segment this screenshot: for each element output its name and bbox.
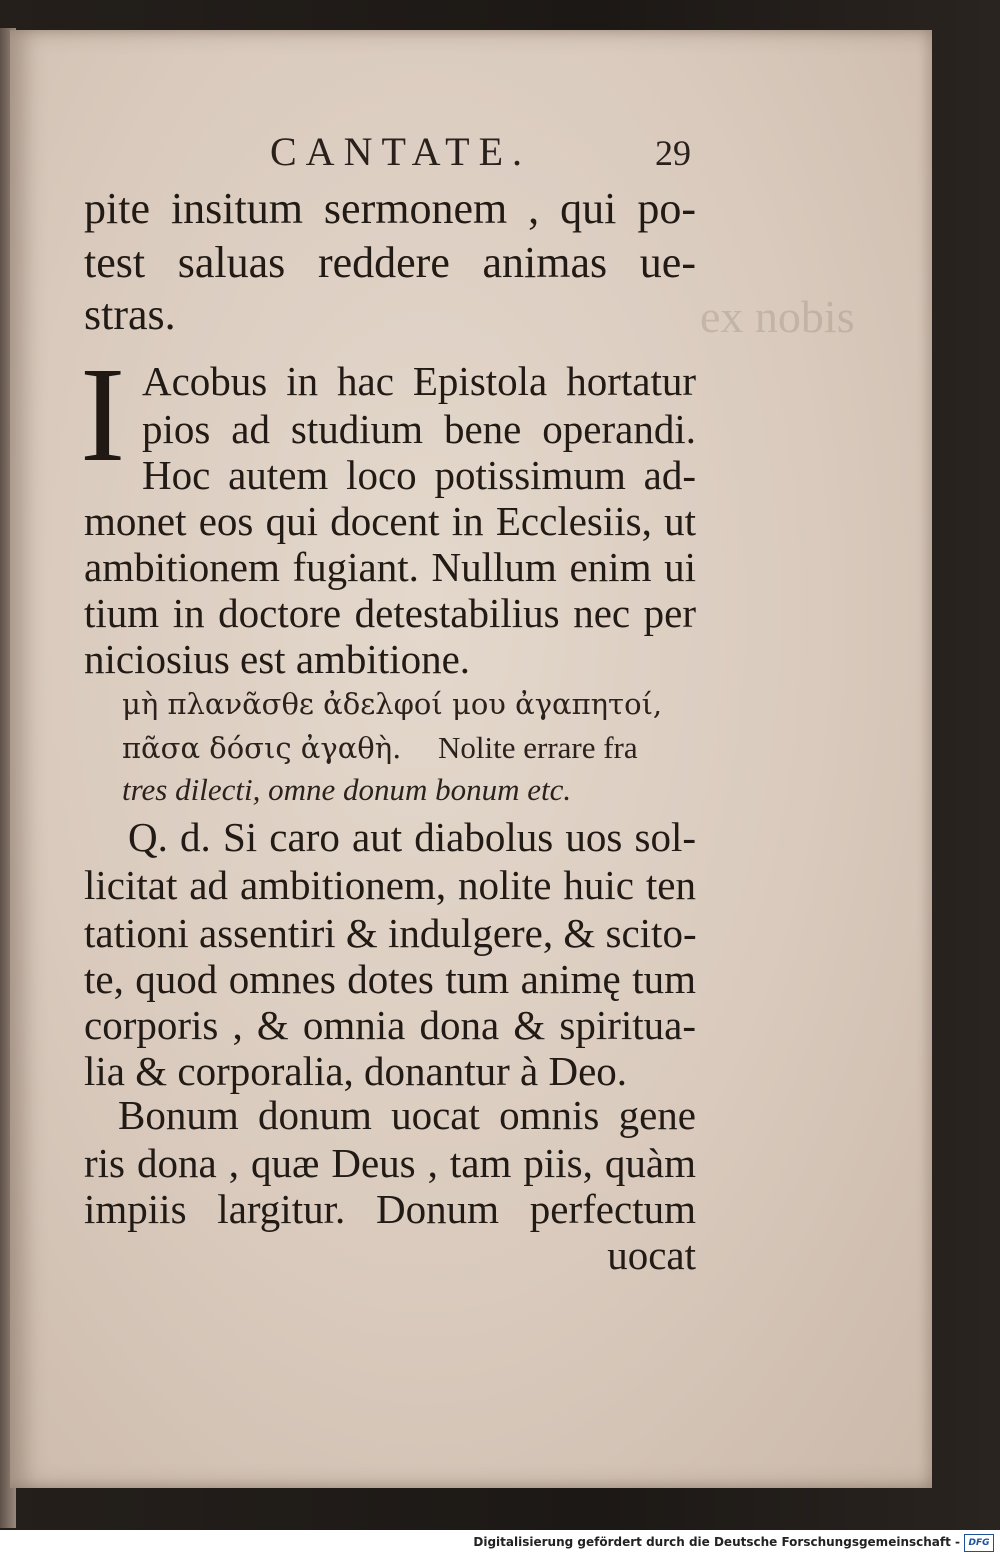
catchword: uocat <box>607 1232 696 1278</box>
text-line: test saluas reddere animas ue- <box>84 238 696 287</box>
text-line: Bonum donum uocat omnis gene <box>118 1092 696 1138</box>
text-line: te, quod omnes dotes tum animę tum <box>84 956 696 1002</box>
latin-quote-line <box>438 730 638 766</box>
drop-cap: I <box>80 340 126 490</box>
text-line: pite insitum sermonem , qui po- <box>84 184 696 233</box>
page-number: 29 <box>655 133 691 173</box>
text-line: impiis largitur. Donum perfectum <box>84 1186 696 1232</box>
text-line: licitat ad ambitionem, nolite huic ten <box>84 862 696 908</box>
latin-quote-line: tres dilecti, omne donum bonum etc. <box>122 772 572 807</box>
dfg-logo: DFG <box>964 1534 994 1552</box>
running-title: CANTATE. <box>270 129 532 174</box>
text-line: ambitionem fugiant. Nullum enim ui <box>84 544 696 590</box>
text-line: monet eos qui docent in Ecclesiis, ut <box>84 498 696 544</box>
text-line: Acobus in hac Epistola hortatur <box>142 358 696 404</box>
text-line: tium in doctore detestabilius nec per <box>84 590 696 636</box>
funding-credit: Digitalisierung gefördert durch die Deutsche Forschungsgemeinschaft - <box>473 1535 960 1549</box>
text-line: tationi assentiri & indulgere, & scito- <box>84 910 697 956</box>
text-line: stras. <box>84 290 176 339</box>
bleed-through-text: ex nobis <box>700 291 855 342</box>
greek-quote-line: πᾶσα δόσις ἀγαθὴ. <box>122 731 402 765</box>
text-line: niciosius est ambitione. <box>84 636 471 682</box>
greek-quote-line: μὴ πλανᾶσθε ἀδελφοί μου ἀγαπητοί, <box>122 687 663 721</box>
text-line: pios ad studium bene operandi. <box>142 406 696 452</box>
text-line: lia & corporalia, donantur à Deo. <box>84 1048 628 1094</box>
text-line: Hoc autem loco potissimum ad- <box>142 452 696 498</box>
text-line: Q. d. Si caro aut diabolus uos sol- <box>128 814 696 860</box>
latin-quote-text: Nolite errare fra <box>438 730 638 765</box>
text-line: ris dona , quæ Deus , tam piis, quàm <box>84 1140 696 1186</box>
text-line: corporis , & omnia dona & spiritua- <box>84 1002 696 1048</box>
digitization-footer <box>0 1530 1000 1555</box>
